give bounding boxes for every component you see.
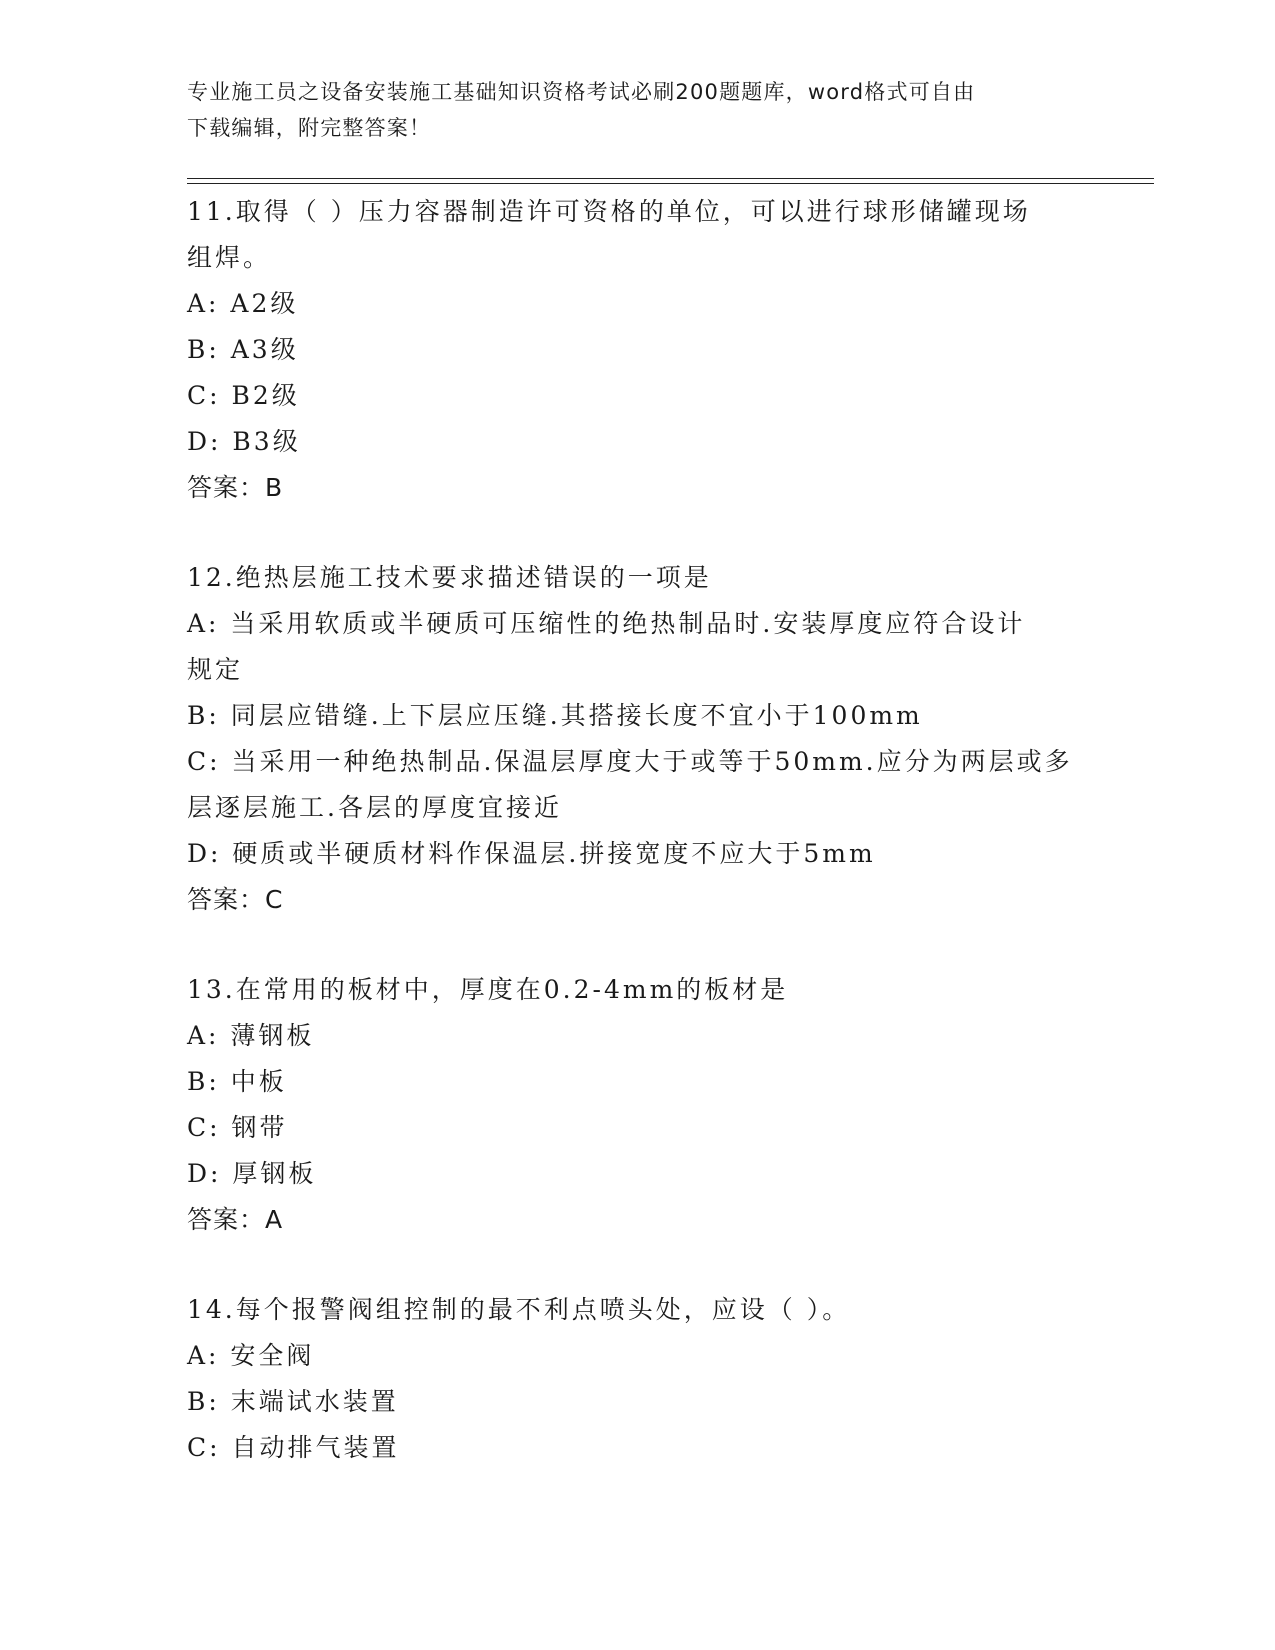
answer-key: 答案：C bbox=[187, 885, 284, 914]
answer-option: A: 薄钢板 bbox=[187, 1021, 315, 1050]
header-line-1: 专业施工员之设备安装施工基础知识资格考试必刷200题题库，word格式可自由 bbox=[187, 80, 976, 104]
question-spacer bbox=[187, 923, 1087, 967]
answer-option: D: 厚钢板 bbox=[187, 1159, 317, 1188]
header-divider-bottom bbox=[187, 183, 1154, 184]
answer-option: C: B2级 bbox=[187, 381, 300, 410]
answer-option: A: A2级 bbox=[187, 289, 299, 318]
answer-option: B: 末端试水装置 bbox=[187, 1387, 399, 1416]
question-stem: 12.绝热层施工技术要求描述错误的一项是 bbox=[187, 563, 712, 592]
question-block bbox=[187, 967, 1087, 1243]
answer-option: D: 硬质或半硬质材料作保温层.拼接宽度不应大于5mm bbox=[187, 839, 876, 868]
answer-option: C: 当采用一种绝热制品.保温层厚度大于或等于50mm.应分为两层或多 bbox=[187, 747, 1073, 776]
question-block bbox=[187, 189, 1087, 511]
header-divider-top bbox=[187, 178, 1154, 179]
answer-key: 答案：B bbox=[187, 473, 284, 502]
answer-option: B: 中板 bbox=[187, 1067, 287, 1096]
answer-option: 规定 bbox=[187, 655, 244, 684]
answer-key: 答案：A bbox=[187, 1205, 284, 1234]
answer-option: C: 钢带 bbox=[187, 1113, 288, 1142]
question-block bbox=[187, 555, 1087, 923]
question-spacer bbox=[187, 511, 1087, 555]
answer-option: 层逐层施工.各层的厚度宜接近 bbox=[187, 793, 562, 822]
question-list bbox=[187, 189, 1087, 1471]
answer-option: D: B3级 bbox=[187, 427, 301, 456]
header-line-2: 下载编辑，附完整答案！ bbox=[187, 116, 432, 140]
question-stem: 14.每个报警阀组控制的最不利点喷头处，应设（ ）。 bbox=[187, 1295, 851, 1324]
question-block bbox=[187, 1287, 1087, 1471]
answer-option: C: 自动排气装置 bbox=[187, 1433, 400, 1462]
question-spacer bbox=[187, 1243, 1087, 1287]
question-stem: 组焊。 bbox=[187, 243, 272, 272]
answer-option: B: A3级 bbox=[187, 335, 299, 364]
question-stem: 13.在常用的板材中，厚度在0.2-4mm的板材是 bbox=[187, 975, 789, 1004]
answer-option: B: 同层应错缝.上下层应压缝.其搭接长度不宜小于100mm bbox=[187, 701, 923, 730]
answer-option: A: 当采用软质或半硬质可压缩性的绝热制品时.安装厚度应符合设计 bbox=[187, 609, 1026, 638]
document-header bbox=[187, 74, 1067, 146]
question-stem: 11.取得（ ）压力容器制造许可资格的单位，可以进行球形储罐现场 bbox=[187, 197, 1031, 226]
answer-option: A: 安全阀 bbox=[187, 1341, 315, 1370]
